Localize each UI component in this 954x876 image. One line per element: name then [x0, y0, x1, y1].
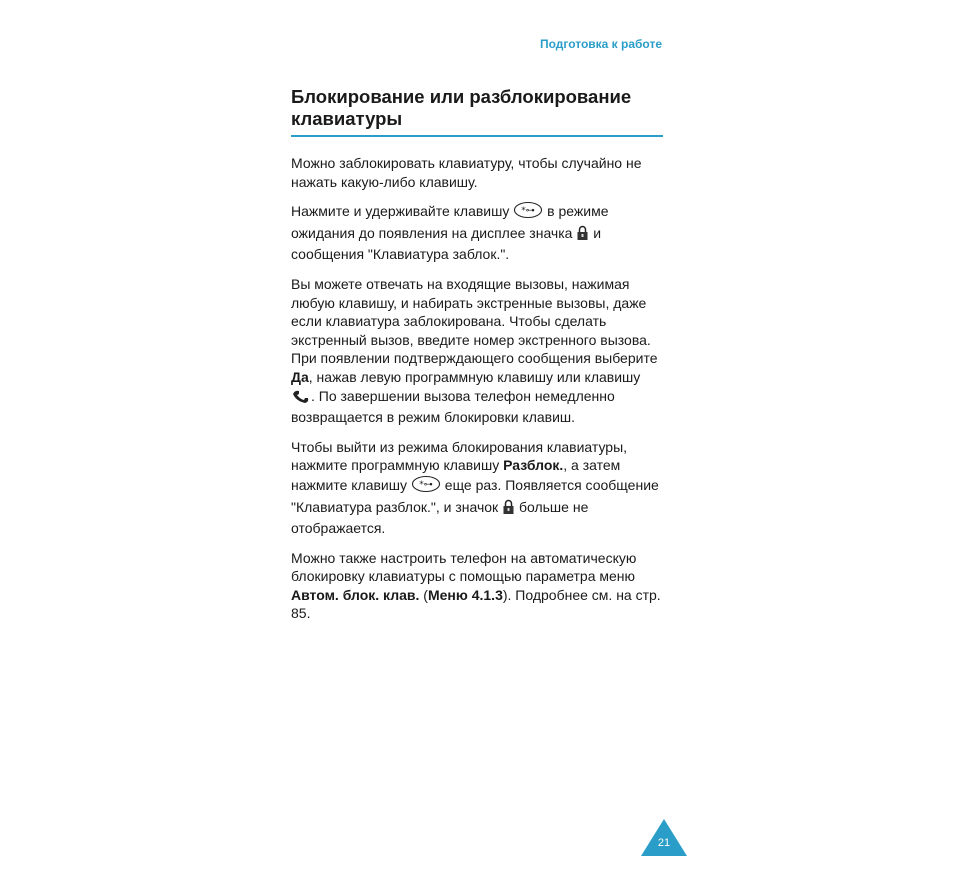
page-number: 21 — [657, 837, 671, 849]
paragraph-text: и сообщения "Клавиатура заблок.". — [291, 224, 602, 263]
paragraph-text: ). Подробнее см. на стр. 85. — [291, 586, 661, 622]
paragraph-unlock-instructions — [291, 438, 663, 538]
paragraph-text: Чтобы выйти из режима блокирования клавиатуры, нажмите программную клавишу — [291, 438, 628, 474]
running-header: Подготовка к работе — [539, 37, 662, 51]
paragraph-auto-lock — [291, 549, 663, 623]
svg-text:*⊶: *⊶ — [521, 206, 535, 217]
paragraph-text: Можно также настроить телефон на автоматическую блокировку клавиатуры с помощью параметра меню — [291, 549, 637, 585]
paragraph-lock-instructions — [291, 201, 663, 264]
section-title: Блокирование или разблокирование клавиатуры — [291, 86, 663, 137]
paragraph-text: еще раз. Появляется сообщение "Клавиатура разблок.", и значок — [291, 476, 659, 515]
star-key-icon — [411, 475, 441, 498]
paragraph-bold: Да — [291, 368, 309, 385]
paragraph-text: больше не отображается. — [291, 498, 589, 537]
paragraph-intro: Можно заблокировать клавиатуру, чтобы случайно не нажать какую-либо клавишу. — [291, 155, 642, 190]
page-content — [291, 86, 663, 623]
paragraph-text: , а затем нажмите клавишу — [291, 457, 621, 493]
paragraph-bold: Меню 4.1.3 — [427, 586, 503, 603]
paragraph-emergency-calls — [291, 275, 663, 427]
paragraph-text: Вы можете отвечать на входящие вызовы, нажимая любую клавишу, и набирать экстренные вызовы, даже если клавиатура заблокирована. Чтобы сделать экстренный вызов, введите номер экстренного вызова. При появлении подтверждающего сообщения выберите — [291, 275, 658, 367]
paragraph-bold: Автом. блок. клав. — [291, 586, 420, 603]
paragraph-bold: Разблок. — [503, 457, 564, 474]
paragraph-text: Нажмите и удерживайте клавишу — [291, 203, 510, 220]
lock-icon — [502, 499, 515, 520]
paragraph-text: ( — [419, 586, 428, 603]
star-key-icon — [513, 201, 543, 224]
svg-text:*⊶: *⊶ — [419, 479, 433, 490]
send-key-icon — [291, 388, 311, 409]
paragraph-text: . По завершении вызова телефон немедленно возвращается в режим блокировки клавиш. — [291, 387, 615, 426]
paragraph-text: , нажав левую программную клавишу или клавишу — [308, 368, 641, 385]
lock-icon — [576, 225, 589, 246]
paragraph-text: в режиме ожидания до появления на дисплее значка — [291, 203, 609, 241]
page-number-badge — [641, 819, 687, 856]
